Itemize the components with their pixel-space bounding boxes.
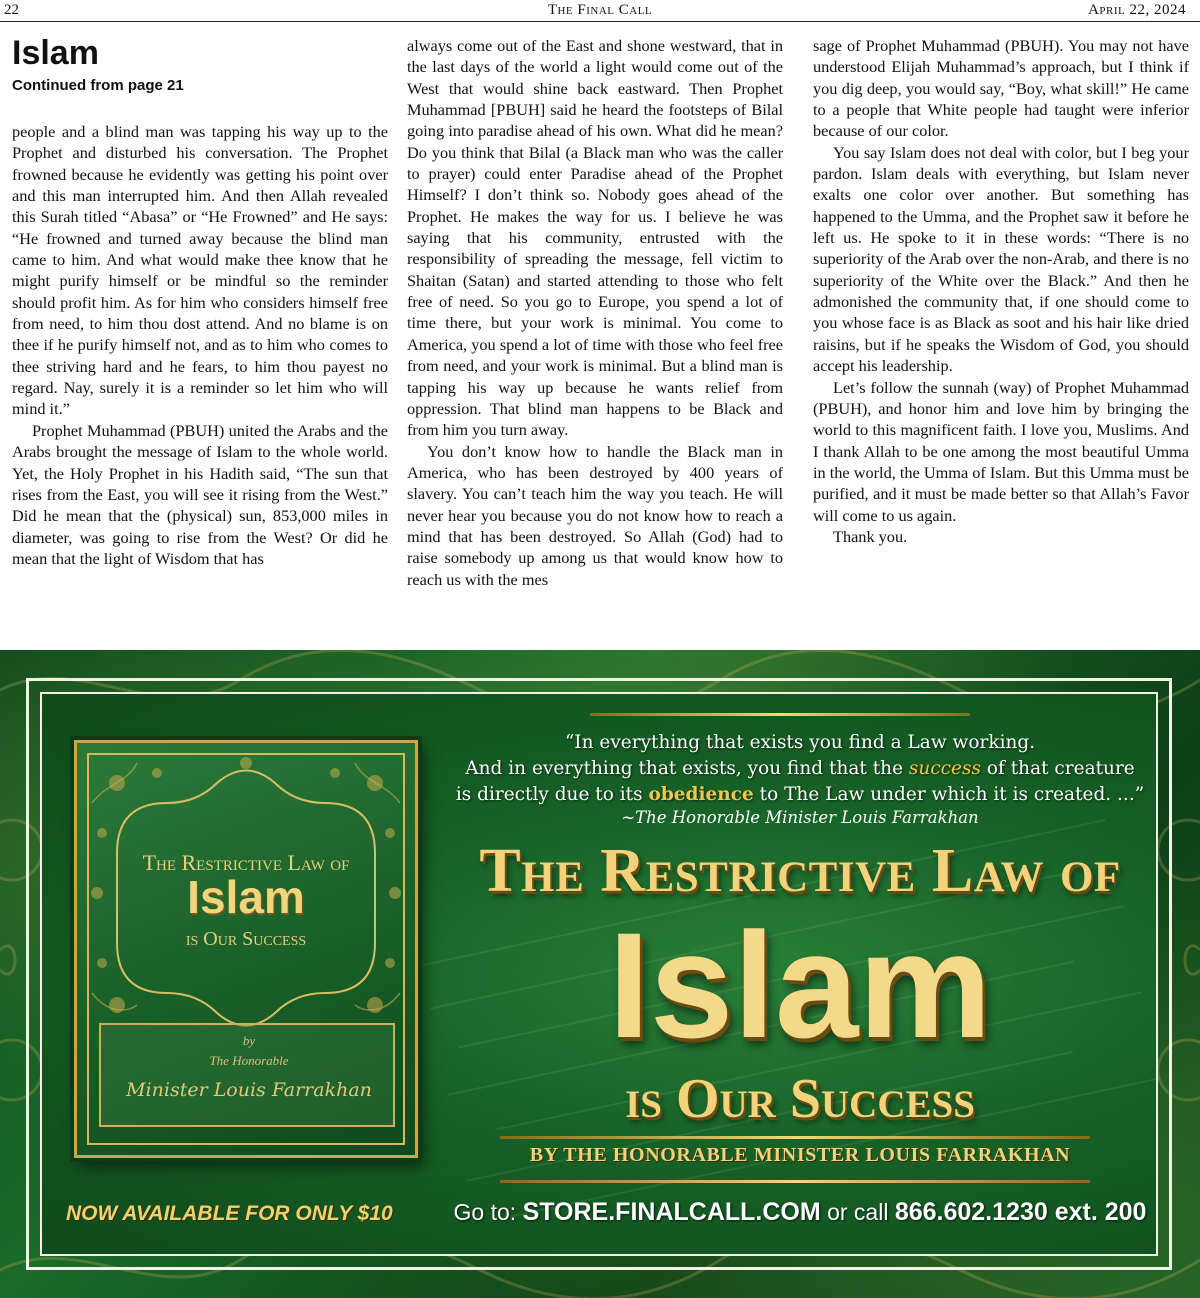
cover-author-panel (99, 1023, 395, 1127)
paragraph: always come out of the East and shone westward, that in the last days of the world a light would come out of the West that would shine back eastward. Then Prophet Muhammad [PBUH] said he heard the footsteps of Bilal going into paradise ahead of his own. What did he mean? Do you think that Bilal (a Black man who was the caller to prayer) could enter Paradise ahead of the Prophet Himself? I don’t think so. Nobody goes ahead of the Prophet. He makes the way for us. I believe he was saying that his community, entrusted with the responsibility of spreading the message, fell victim to Shaitan (Satan) and started attending to those who felt free of need. So you go to Europe, you spend a lot of time there, but your work is minimal. You come to America, you spend a lot of time with those who feel free from need, and your work is minimal. But a blind man is tapping his way up because he wants relief from oppression. That blind man happens to be Black and from him you turn away. (407, 36, 783, 440)
book-advertisement (0, 650, 1200, 1298)
paragraph: people and a blind man was tapping his way up to the Prophet and disturbed his conversation. The Prophet frowned because he evidently was getting his point over and this man interrupted him. And then Allah revealed this Surah titled “Abasa” or “He Frowned” and He says: “He frowned and turned away because the blind man came to him. And what would make thee know that he might purify himself or be mindful so the reminder should profit him. As for him who considers himself free from need, to him thou dost attend. And no blame is on thee if he purify himself not, and as to him who comes to thee striving hard and he fears, to him thou payest no regard. Nay, surely it is a reminder so let him who will mind it.” (12, 122, 388, 419)
ad-headline-main: Islam (608, 901, 992, 1069)
order-or-call: or call (820, 1199, 895, 1225)
phone-number: 866.602.1230 ext. 200 (894, 1198, 1147, 1226)
publication-name: The Final Call (547, 2, 653, 18)
article-column-2 (407, 35, 783, 590)
paragraph: sage of Prophet Muhammad (PBUH). You may not have understood Elijah Muhammad’s approach, but I think if you dig deep, you would say, “Boy, what skill!” He came to a people that White people had taught were inferior because of our color. (813, 36, 1189, 141)
quote-text: And in everything that exists, you find that the (465, 758, 909, 779)
quote-text: to The Law under which it is created. ...” (753, 784, 1145, 805)
store-url: STORE.FINALCALL.COM (522, 1198, 821, 1226)
running-header (0, 0, 1200, 22)
cover-author-signature: Minister Louis Farrakhan (126, 1079, 372, 1101)
issue-date: April 22, 2024 (1088, 2, 1186, 18)
cover-title-block (117, 818, 375, 968)
cover-subtitle: is Our Success (185, 928, 307, 950)
paragraph: Let’s follow the sunnah (way) of Prophet Muhammad (PBUH), and honor him and love him by bringing the world to this magnificent faith. I love you, Muslims. And I thank Allah to be one among the most beautiful Umma in the world, the Umma of Islam. But this Umma must be purified, and it must be made better so that Allah’s Favor will come to us again. (813, 377, 1189, 525)
ad-headline-top: The Restrictive Law of (479, 837, 1121, 905)
quote-attribution: ~The Honorable Minister Louis Farrakhan (621, 808, 979, 827)
cover-title-main: Islam (187, 871, 305, 923)
gold-rule (500, 1180, 1090, 1183)
quote-highlight-success: success (908, 758, 981, 779)
cover-title-top: The Restrictive Law of (142, 850, 350, 875)
order-goto: Go to: (453, 1199, 523, 1225)
book-cover (74, 740, 418, 1158)
page-number: 22 (4, 2, 19, 18)
article-column-3 (813, 35, 1189, 547)
order-info (440, 1198, 1160, 1227)
article-column-1 (12, 121, 388, 569)
ad-byline: BY THE HONORABLE MINISTER LOUIS FARRAKHAN (529, 1144, 1071, 1166)
ad-headline-sub: is Our Success (625, 1068, 975, 1130)
farrakhan-quote (440, 730, 1160, 808)
quote-highlight-obedience: obedience (648, 784, 754, 805)
gold-rule (590, 713, 970, 716)
quote-text: of that creature (980, 758, 1135, 779)
price-offer: NOW AVAILABLE FOR ONLY $10 (66, 1202, 393, 1225)
paragraph: Thank you. (833, 526, 908, 546)
quote-text: is directly due to its (455, 784, 649, 805)
paragraph: Prophet Muhammad (PBUH) united the Arabs and the Arabs brought the message of Islam to the whole world. Yet, the Holy Prophet in his Hadith said, “The sun that rises from the East, you will see it rising from the West.” Did he mean that the (physical) sun, 853,000 miles in diameter, was going to rise from the West? Or did he mean that the light of Wisdom that has (12, 420, 388, 568)
continued-line: Continued from page 21 (12, 77, 184, 94)
quote-line (440, 782, 1160, 808)
gold-rule (500, 1136, 1090, 1139)
quote-line: “In everything that exists you find a Law working. (564, 732, 1036, 753)
quote-line (440, 756, 1160, 782)
cover-honorific: The Honorable (209, 1053, 289, 1068)
paragraph: You say Islam does not deal with color, but I beg your pardon. Islam deals with everything, but Islam never exalts one color over another. But something has happened to the Umma, and the Prophet saw it before he left us. He spoke to it in these words: “There is no superiority of the Arab over the non-Arab, and there is no superiority of the White over the Black.” And then he admonished the community that, if one should come to you whose face is as Black as soot and his hair like dried raisins, but if he speaks the Wisdom of God, you should accept his leadership. (813, 142, 1189, 376)
article-title: Islam (12, 34, 99, 72)
cover-by: by (242, 1033, 256, 1048)
paragraph: You don’t know how to handle the Black man in America, who has been destroyed by 400 years of slavery. You can’t teach him the way you teach. He will never hear you because you do not know how to reach a mind that has been destroyed. So Allah (God) had to raise somebody up among us that would know how to reach us with the mes (407, 441, 783, 589)
